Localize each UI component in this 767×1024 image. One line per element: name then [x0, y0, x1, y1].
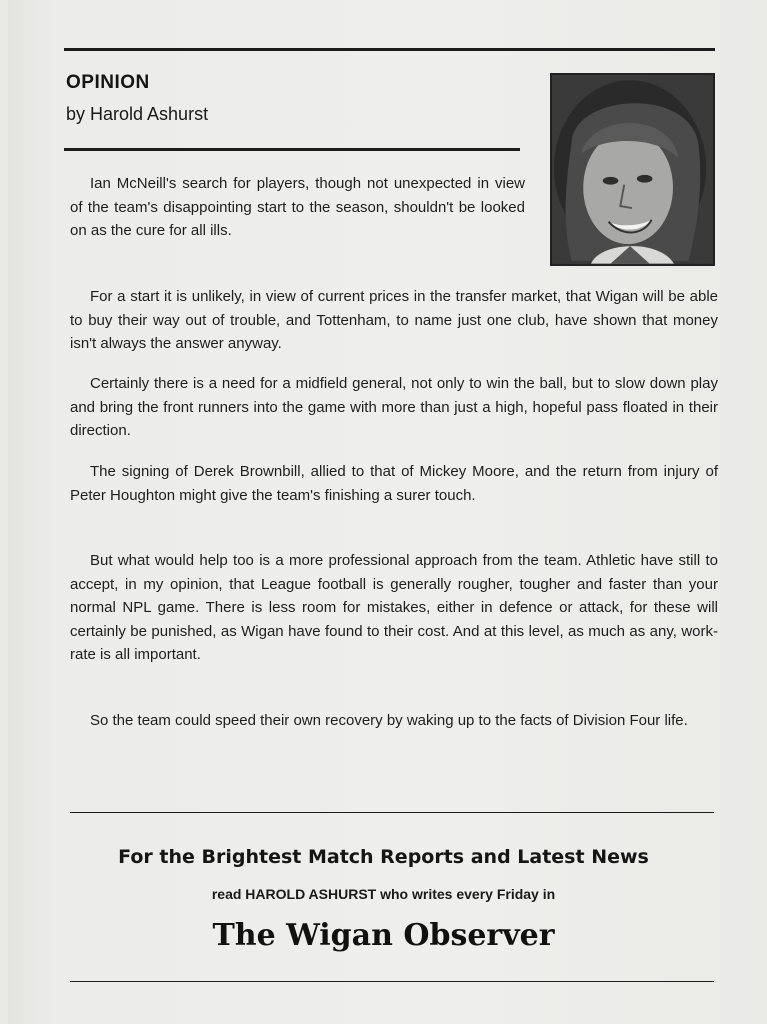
article-paragraph: The signing of Derek Brownbill, allied to that of Mickey Moore, and the return from injury of Peter Houghton might give the team's finishing a surer touch.	[70, 463, 718, 504]
article-paragraph: Certainly there is a need for a midfield general, not only to win the ball, but to slow down play and bring the front runners into the game with more than just a high, hopeful pass floated in their direction.	[70, 375, 718, 439]
article-paragraph: Ian McNeill's search for players, though not unexpected in view of the team's disappointing start to the season, shouldn't be looked on as the cure for all ills.	[70, 175, 525, 239]
article-paragraph: So the team could speed their own recovery by waking up to the facts of Division Four life.	[90, 712, 688, 729]
top-rule	[64, 48, 715, 51]
article-paragraph: But what would help too is a more professional approach from the team. Athletic have still to accept, in my opinion, that League football is generally rougher, tougher and faster than your normal NPL game. There is less room for mistakes, either in defence or attack, for these will certainly be punished, as Wigan have found to their cost. And at this level, as much as any, work-rate is all important.	[70, 552, 718, 663]
article-byline: by Harold Ashurst	[66, 104, 209, 124]
newspaper-name: The Wigan Observer	[212, 918, 555, 953]
promo-subtitle: read HAROLD ASHURST who writes every Friday in	[211, 886, 556, 902]
heading-rule	[64, 148, 520, 151]
promo-bottom-rule	[70, 981, 714, 982]
author-photo	[550, 73, 715, 266]
author-portrait-image	[552, 75, 713, 264]
article-paragraph: For a start it is unlikely, in view of current prices in the transfer market, that Wigan will be able to buy their way out of trouble, and Tottenham, to name just one club, have shown that money isn't always the answer anyway.	[70, 288, 718, 352]
promo-title: For the Brightest Match Reports and Latest News	[118, 846, 649, 868]
article-heading: OPINION	[66, 72, 150, 93]
promo-top-rule	[70, 812, 714, 813]
